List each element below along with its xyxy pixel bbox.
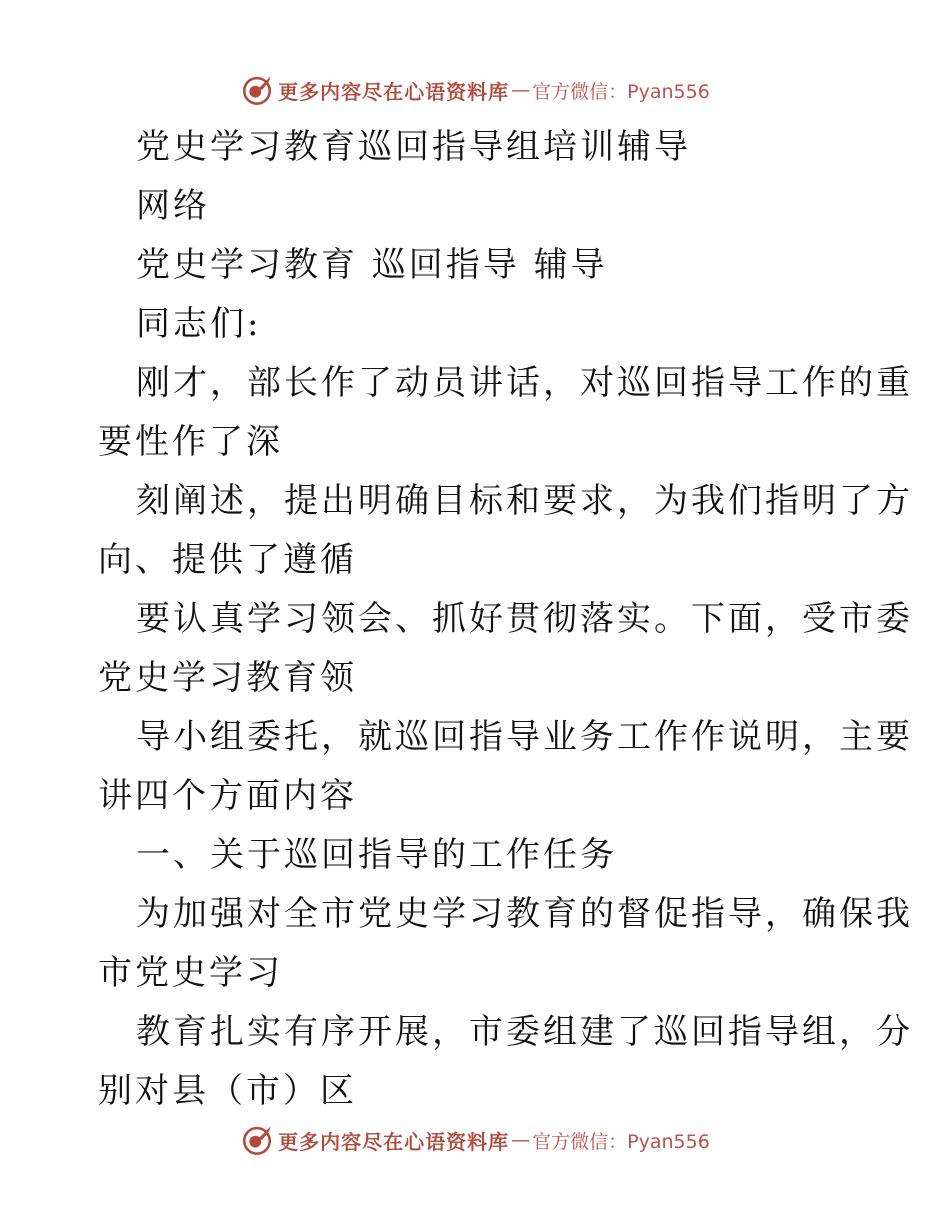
banner-text: 更多内容尽在心语资料库	[278, 79, 510, 104]
document-line: 网络	[136, 186, 210, 226]
document-line: 刚才，部长作了动员讲话，对巡回指导工作的重	[136, 363, 913, 403]
document-title: 党史学习教育巡回指导组培训辅导	[136, 127, 691, 167]
banner-dash: —	[511, 79, 531, 101]
document-line: 为加强对全市党史学习教育的督促指导，确保我	[136, 894, 913, 934]
document-line: 讲四个方面内容	[98, 776, 357, 816]
document-line: 党史学习教育领	[98, 658, 357, 698]
footer-watermark-banner	[0, 1120, 950, 1160]
document-keywords: 党史学习教育 巡回指导 辅导	[136, 245, 608, 285]
document-line: 要性作了深	[98, 422, 283, 462]
document-line: 教育扎实有序开展，市委组建了巡回指导组，分	[136, 1012, 913, 1052]
document-line: 导小组委托，就巡回指导业务工作作说明，主要	[136, 717, 913, 757]
quill-pen-logo-icon	[240, 1123, 274, 1157]
document-line: 刻阐述，提出明确目标和要求，为我们指明了方	[136, 481, 913, 521]
section-heading: 一、关于巡回指导的工作任务	[136, 835, 617, 875]
document-line: 市党史学习	[98, 953, 283, 993]
document-line: 要认真学习领会、抓好贯彻落实。下面，受市委	[136, 599, 913, 639]
document-salutation: 同志们:	[136, 304, 262, 344]
banner-wechat: 官方微信：Pyan556	[532, 1130, 710, 1153]
quill-pen-logo-icon	[240, 73, 274, 107]
document-line: 别对县（市）区	[98, 1071, 357, 1111]
banner-dash: —	[511, 1129, 531, 1151]
banner-wechat: 官方微信：Pyan556	[532, 80, 710, 103]
document-line: 向、提供了遵循	[98, 540, 357, 580]
banner-text: 更多内容尽在心语资料库	[278, 1129, 510, 1154]
header-watermark-banner	[0, 70, 950, 110]
